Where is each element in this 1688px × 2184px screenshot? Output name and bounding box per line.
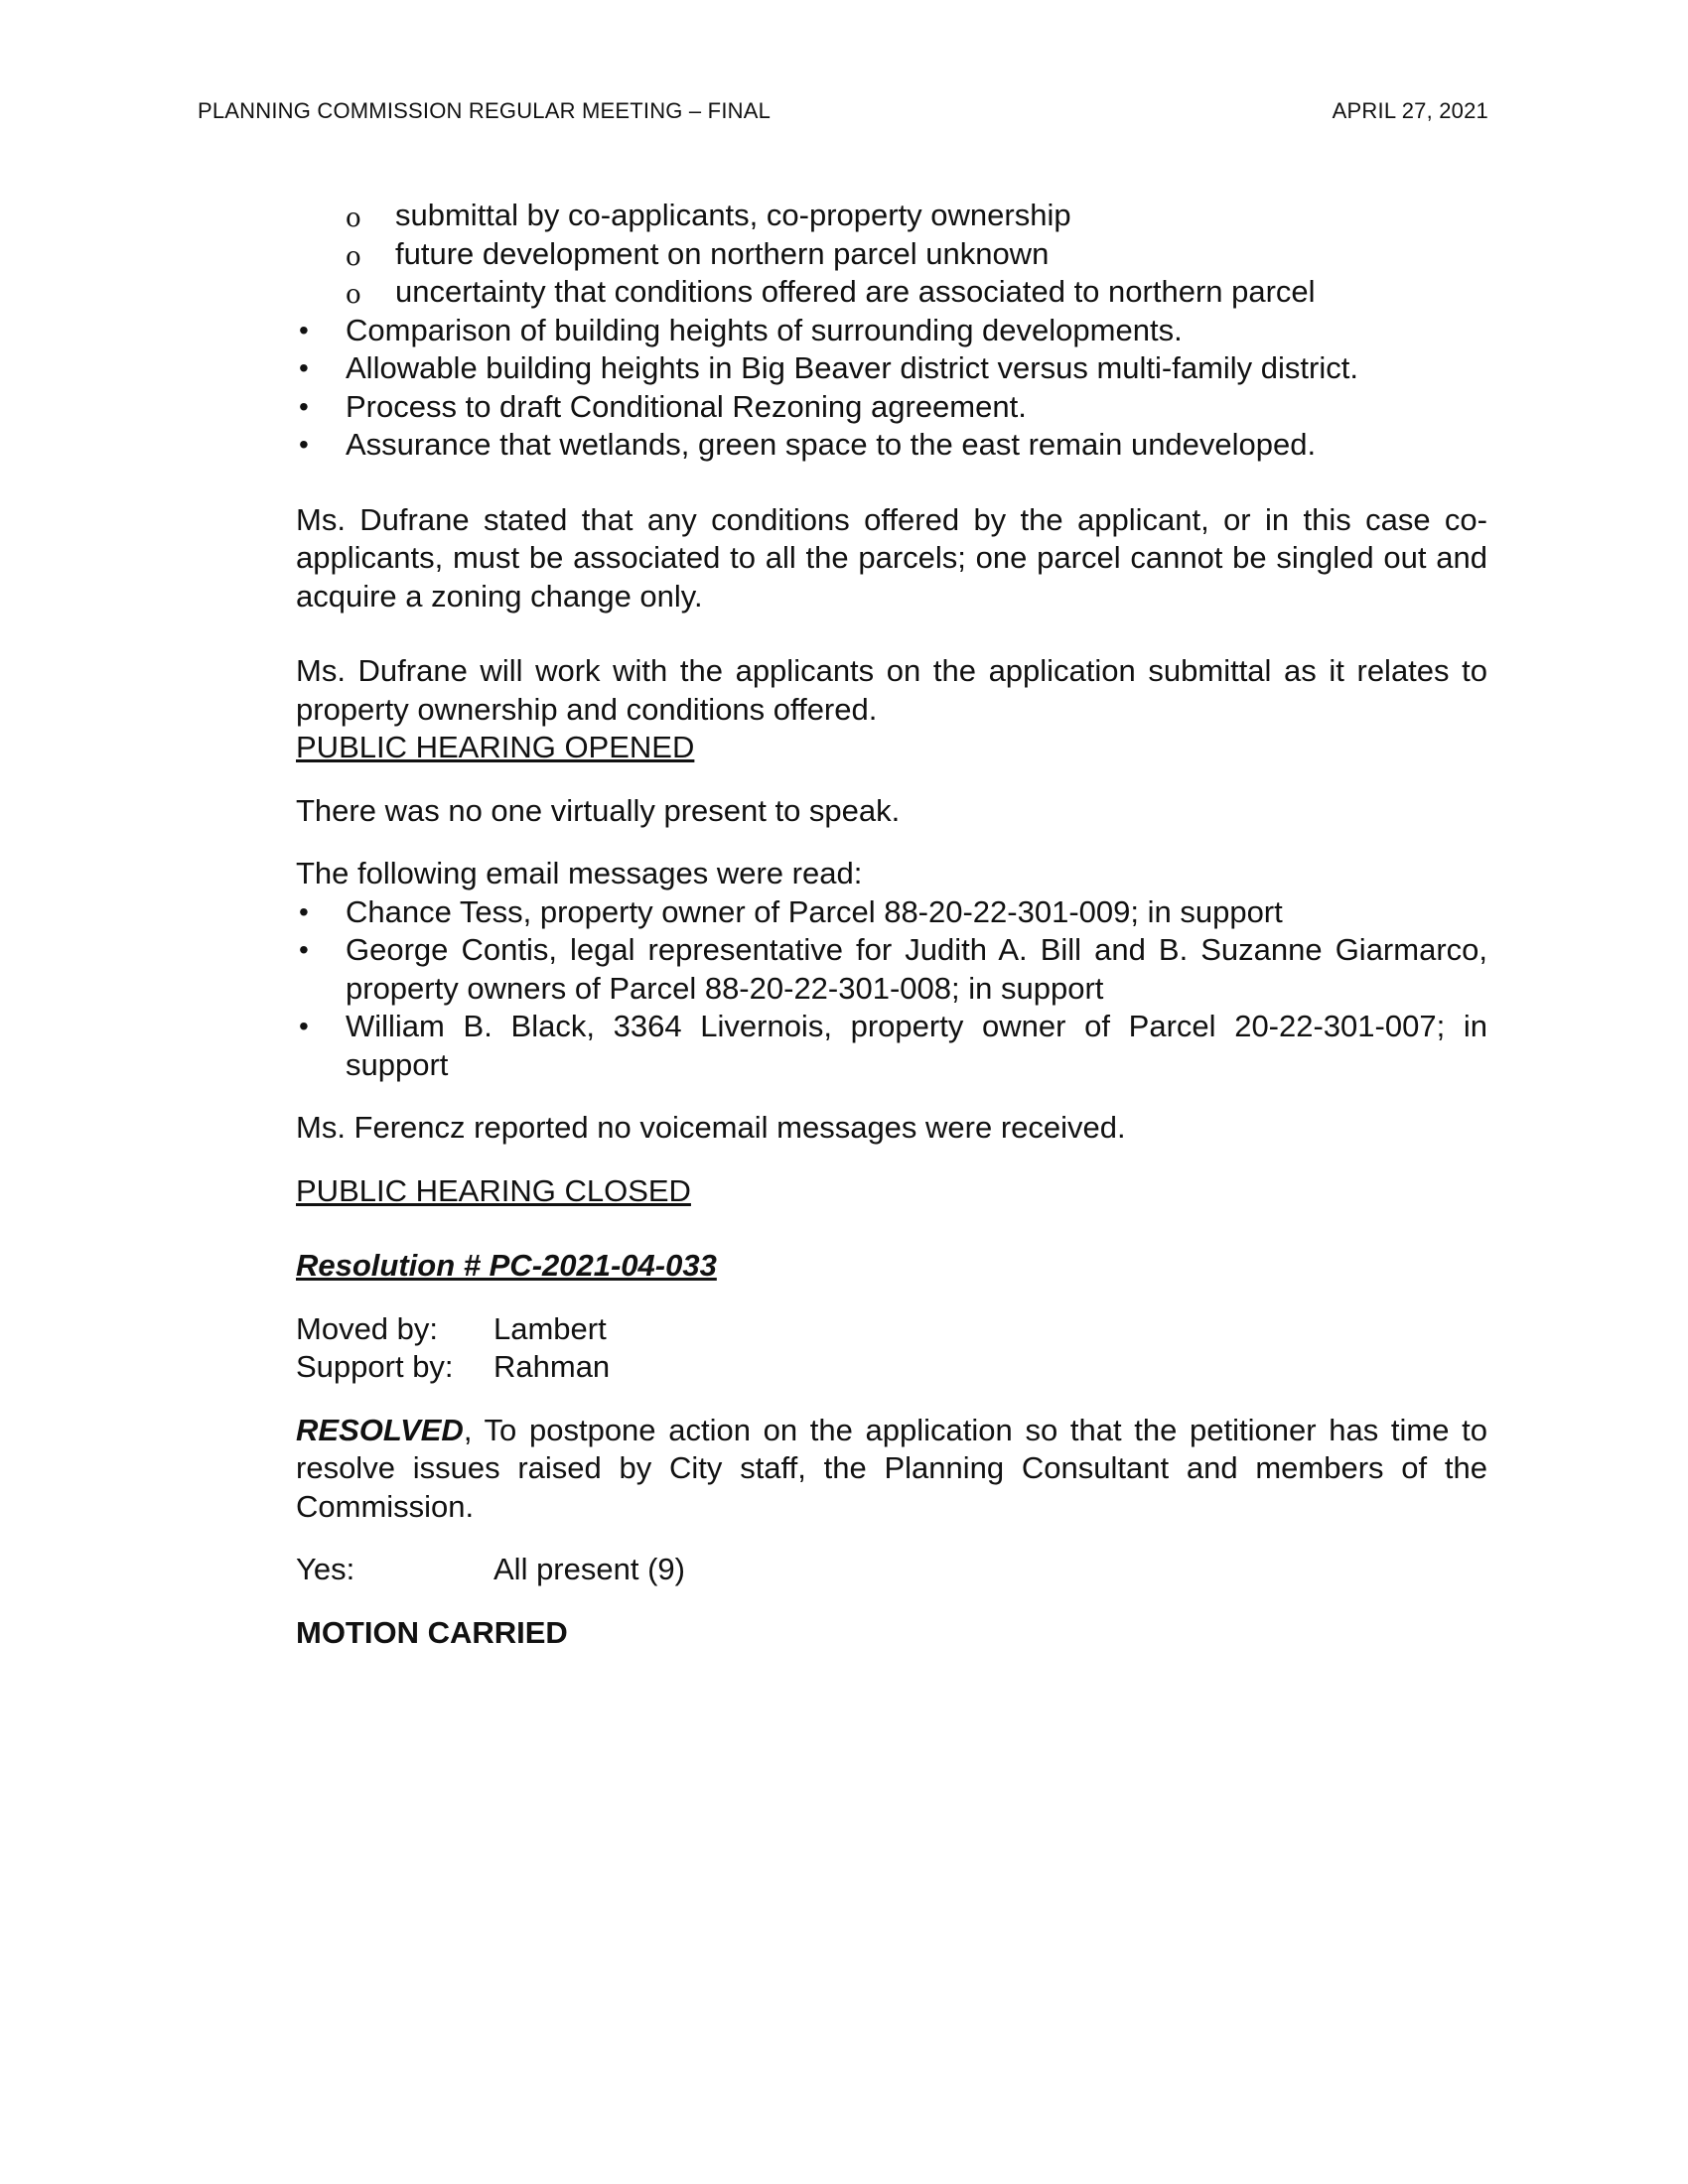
- email-list: [296, 893, 1487, 1085]
- email-item: [296, 931, 1487, 1008]
- support-by-value: Rahman: [493, 1349, 611, 1384]
- support-by-label: Support by:: [296, 1349, 454, 1384]
- email-item: [296, 893, 1487, 932]
- header-date: APRIL 27, 2021: [1332, 98, 1488, 123]
- moved-by-row: [296, 1310, 1487, 1349]
- bullet-item: [296, 312, 1487, 350]
- email-text: George Contis, legal representative for Judith A. Bill and B. Suzanne Giarmarco, property owners of Parcel 88-20-22-301-008; in support: [346, 932, 1487, 1006]
- bullet-text: Process to draft Conditional Rezoning agreement.: [346, 388, 1027, 424]
- dufrane-followup: Ms. Dufrane will work with the applicants on the application submittal as it relates to property ownership and conditions offered.: [296, 653, 1487, 727]
- sub-bullet-list: [296, 197, 1487, 312]
- bullet-text: Comparison of building heights of surrounding developments.: [346, 312, 1183, 347]
- resolved-paragraph: [296, 1412, 1487, 1527]
- public-hearing-opened: PUBLIC HEARING OPENED: [296, 730, 695, 764]
- bullet-icon: •: [299, 390, 309, 422]
- discussion-bullet-list: [296, 312, 1487, 465]
- moved-by-value: Lambert: [493, 1310, 607, 1346]
- public-hearing-closed: PUBLIC HEARING CLOSED: [296, 1172, 691, 1208]
- bullet-icon: •: [299, 314, 309, 345]
- sub-bullet-text: submittal by co-applicants, co-property ownership: [395, 198, 1071, 232]
- bullet-text: Allowable building heights in Big Beaver district versus multi-family district.: [346, 350, 1358, 385]
- bullet-item: [296, 349, 1487, 388]
- voicemail-report: Ms. Ferencz reported no voicemail messages were received.: [296, 1110, 1126, 1145]
- sub-bullet-item: [296, 197, 1487, 235]
- document-body: [296, 197, 1487, 1652]
- resolved-text: , To postpone action on the application so that the petitioner has time to resolve issues raised by City staff, the Planning Consultant and members of the Commission.: [296, 1412, 1487, 1524]
- header-title: PLANNING COMMISSION REGULAR MEETING – FINAL: [198, 98, 772, 123]
- email-intro: The following email messages were read:: [296, 856, 863, 890]
- bullet-text: Assurance that wetlands, green space to the east remain undeveloped.: [346, 427, 1317, 462]
- bullet-item: [296, 426, 1487, 465]
- motion-result: MOTION CARRIED: [296, 1614, 568, 1650]
- bullet-icon: •: [299, 352, 309, 383]
- sub-bullet-item: [296, 273, 1487, 312]
- bullet-icon: •: [299, 934, 309, 965]
- no-speakers-text: There was no one virtually present to speak.: [296, 792, 901, 828]
- moved-by-label: Moved by:: [296, 1310, 439, 1346]
- sub-bullet-text: uncertainty that conditions offered are associated to northern parcel: [395, 274, 1316, 309]
- vote-row: [296, 1551, 1487, 1589]
- circle-bullet-icon: o: [346, 241, 361, 272]
- circle-bullet-icon: o: [346, 204, 361, 233]
- bullet-icon: •: [299, 429, 309, 460]
- sub-bullet-item: [296, 235, 1487, 274]
- yes-label: Yes:: [296, 1552, 355, 1586]
- bullet-item: [296, 388, 1487, 427]
- email-text: Chance Tess, property owner of Parcel 88-20-22-301-009; in support: [346, 893, 1283, 929]
- motion-details: [296, 1310, 1487, 1387]
- resolution-number: Resolution # PC-2021-04-033: [296, 1248, 717, 1283]
- bullet-icon: •: [299, 895, 309, 927]
- support-by-row: [296, 1348, 1487, 1387]
- circle-bullet-icon: o: [346, 280, 361, 310]
- resolved-label: RESOLVED: [296, 1412, 464, 1447]
- bullet-icon: •: [299, 1011, 309, 1041]
- sub-bullet-text: future development on northern parcel unknown: [395, 235, 1050, 271]
- yes-value: All present (9): [493, 1552, 685, 1586]
- email-text: William B. Black, 3364 Livernois, property owner of Parcel 20-22-301-007; in support: [346, 1009, 1487, 1082]
- email-item: [296, 1008, 1487, 1084]
- dufrane-statement: Ms. Dufrane stated that any conditions offered by the applicant, or in this case co-applicants, must be associated to all the parcels; one parcel cannot be singled out and acquire a zoning change only.: [296, 501, 1487, 614]
